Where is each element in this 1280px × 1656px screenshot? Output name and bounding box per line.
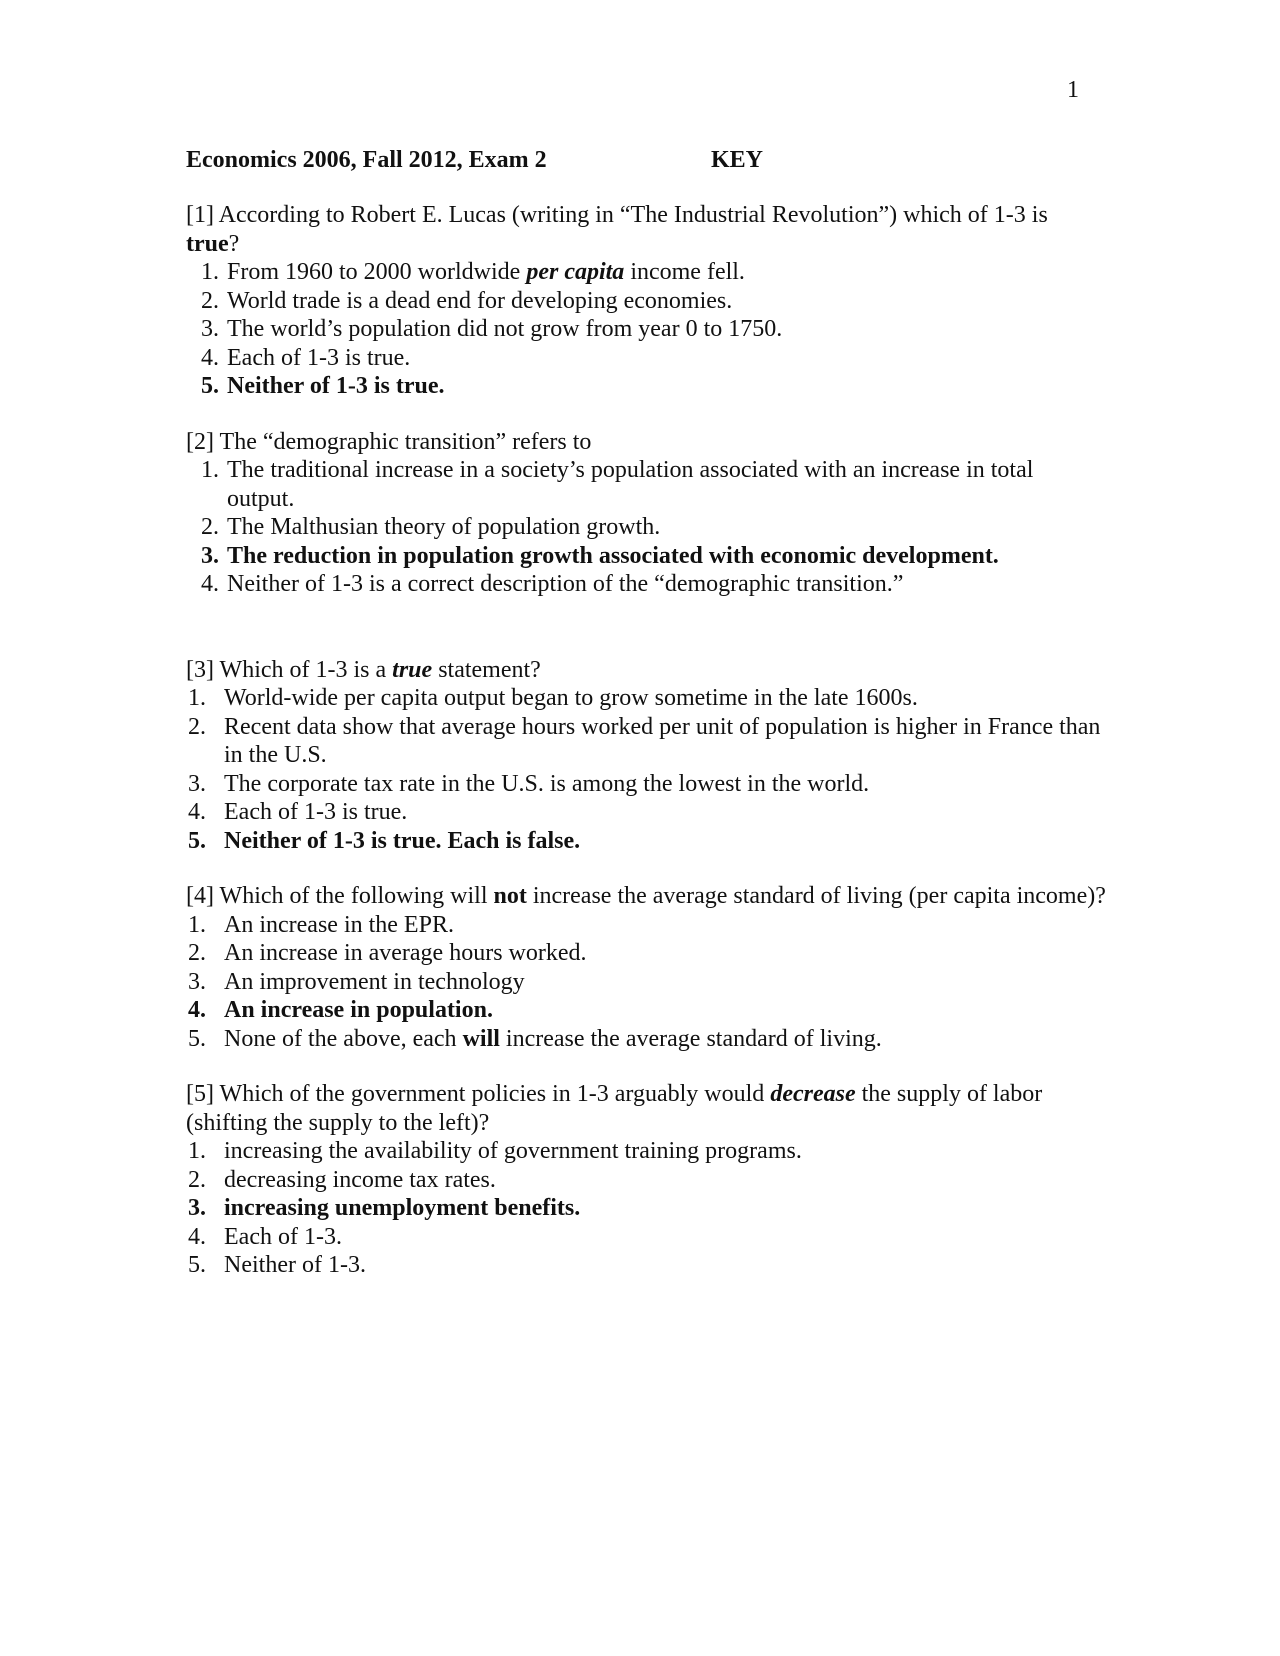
answer-option: 3. The world’s population did not grow from year 0 to 1750. <box>201 316 783 342</box>
question-5 <box>186 1080 1106 1280</box>
answer-options <box>186 456 1106 599</box>
answer-option: 1. An increase in the EPR. <box>188 911 454 938</box>
answer-option: 1. World-wide per capita output began to grow sometime in the late 1600s. <box>188 685 918 711</box>
question-3 <box>186 656 1106 856</box>
answer-option: 2. The Malthusian theory of population growth. <box>201 514 661 540</box>
answer-option: 2. World trade is a dead end for developing economies. <box>201 287 733 314</box>
answer-options <box>186 911 1106 1054</box>
answer-option: 4. Each of 1-3 is true. <box>201 344 411 371</box>
answer-option: 5. None of the above, each will increase the average standard of living. <box>188 1025 882 1052</box>
answer-option: 2. An increase in average hours worked. <box>188 940 587 966</box>
answer-option: 3. An improvement in technology <box>188 968 525 995</box>
answer-options <box>186 258 1106 401</box>
answer-option: 1. The traditional increase in a society’s population associated with an increase in total output. <box>201 457 1034 512</box>
correct-answer-option: 5. Neither of 1-3 is true. Each is false. <box>188 827 581 854</box>
exam-content <box>186 146 1106 1280</box>
question-prompt: [5] Which of the government policies in 1-3 arguably would decrease the supply of labor (shifting the supply to the left)? <box>186 1081 1043 1136</box>
key-label: KEY <box>711 147 764 173</box>
answer-option: 4. Neither of 1-3 is a correct description of the “demographic transition.” <box>201 571 904 597</box>
answer-options <box>186 684 1106 855</box>
answer-option: 2. Recent data show that average hours worked per unit of population is higher in France than in the U.S. <box>188 713 1101 768</box>
correct-answer-option: 5. Neither of 1-3 is true. <box>201 373 445 399</box>
exam-title: Economics 2006, Fall 2012, Exam 2 <box>186 147 547 173</box>
answer-option: 1. From 1960 to 2000 worldwide per capita income fell. <box>201 259 745 285</box>
correct-answer-option: 3. increasing unemployment benefits. <box>188 1195 581 1221</box>
question-2 <box>186 428 1106 599</box>
correct-answer-option: 3. The reduction in population growth associated with economic development. <box>201 542 999 569</box>
answer-option: 4. Each of 1-3 is true. <box>188 799 408 825</box>
answer-option: 1. increasing the availability of government training programs. <box>188 1138 802 1164</box>
correct-answer-option: 4. An increase in population. <box>188 997 493 1023</box>
answer-option: 3. The corporate tax rate in the U.S. is among the lowest in the world. <box>188 770 870 797</box>
question-1 <box>186 201 1106 401</box>
question-prompt: [2] The “demographic transition” refers to <box>186 428 592 455</box>
answer-options <box>186 1137 1106 1280</box>
question-prompt: [1] According to Robert E. Lucas (writing in “The Industrial Revolution”) which of 1-3 is true? <box>186 202 1048 257</box>
question-prompt: [4] Which of the following will not increase the average standard of living (per capita income)? <box>186 883 1106 909</box>
page-number: 1 <box>1067 77 1079 103</box>
question-4 <box>186 882 1106 1053</box>
answer-option: 4. Each of 1-3. <box>188 1223 342 1250</box>
question-prompt: [3] Which of 1-3 is a true statement? <box>186 656 541 683</box>
answer-option: 5. Neither of 1-3. <box>188 1252 366 1278</box>
exam-header <box>186 146 1106 174</box>
answer-option: 2. decreasing income tax rates. <box>188 1166 496 1193</box>
